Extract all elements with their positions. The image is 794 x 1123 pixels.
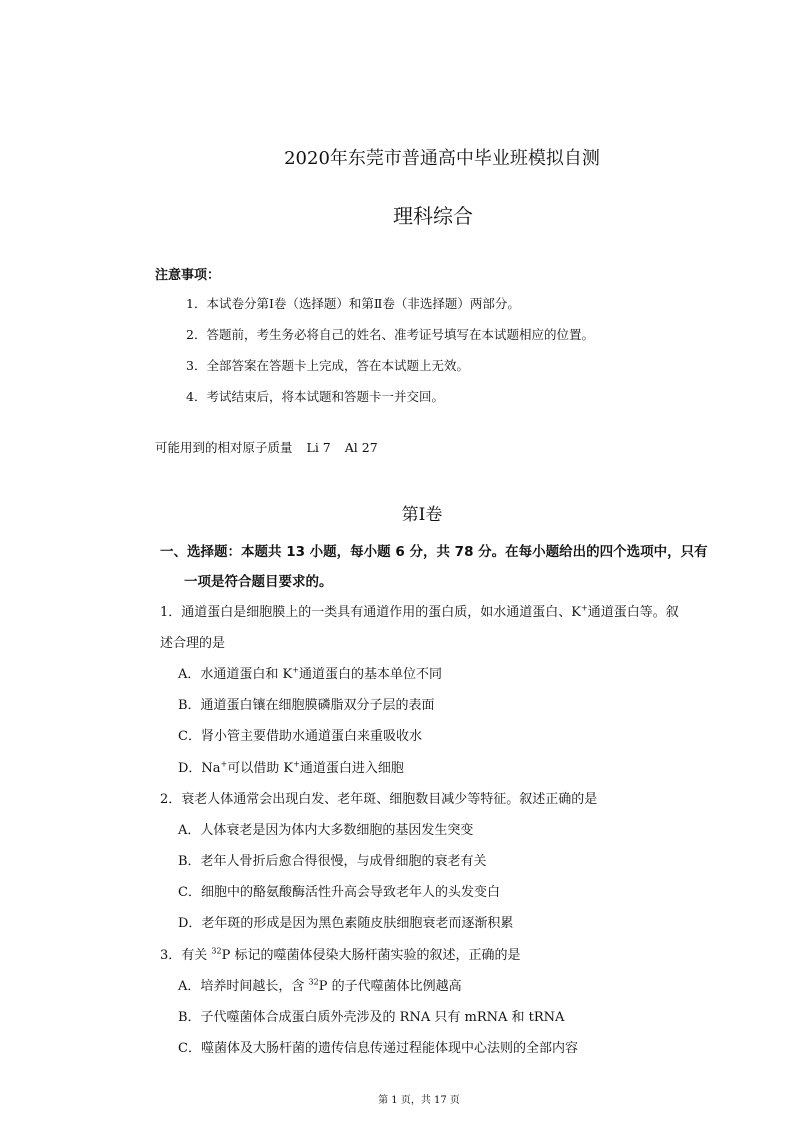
question-1-option-b: B．通道蛋白镶在细胞膜磷脂双分子层的表面 bbox=[178, 698, 435, 713]
notice-item: 1．本试卷分第Ⅰ卷（选择题）和第Ⅱ卷（非选择题）两部分。 bbox=[186, 296, 520, 311]
question-3-option-c: C．噬菌体及大肠杆菌的遗传信息传递过程能体现中心法则的全部内容 bbox=[178, 1041, 578, 1056]
q3-stem-text: P 标记的噬菌体侵染大肠杆菌实验的叙述，正确的是 bbox=[221, 948, 521, 963]
notice-item: 2．答题前，考生务必将自己的姓名、准考证号填写在本试题相应的位置。 bbox=[186, 327, 594, 342]
part-title: 第Ⅰ卷 bbox=[401, 505, 443, 525]
question-1-option-c: C．肾小管主要借助水通道蛋白来重吸收水 bbox=[178, 729, 422, 744]
question-1-stem-line2: 述合理的是 bbox=[160, 636, 226, 651]
section-heading-line1: 一、选择题：本题共 13 小题，每小题 6 分，共 78 分。在每小题给出的四个选项中，只有 bbox=[160, 544, 708, 560]
q1-option-d-text: D．Na bbox=[178, 761, 221, 776]
atomic-mass-label: 可能用到的相对原子质量 bbox=[155, 440, 293, 455]
question-2-option-c: C．细胞中的酪氨酸酶活性升高会导致老年人的头发变白 bbox=[178, 885, 500, 900]
atomic-mass-li: Li 7 bbox=[306, 440, 331, 455]
q3-option-a-text: P 的子代噬菌体比例越高 bbox=[318, 979, 462, 994]
q1-stem-text: 通道蛋白等。叙 bbox=[587, 605, 679, 620]
q1-option-d-text: 通道蛋白进入细胞 bbox=[299, 761, 404, 776]
q3-stem-sup: 32 bbox=[211, 946, 222, 956]
q1-option-d-sup: + bbox=[220, 759, 228, 769]
q1-stem-text: 1．通道蛋白是细胞膜上的一类具有通道作用的蛋白质，如水通道蛋白、K bbox=[160, 605, 581, 620]
question-2-stem: 2．衰老人体通常会出现白发、老年斑、细胞数目减少等特征。叙述正确的是 bbox=[160, 792, 598, 807]
question-2-option-b: B．老年人骨折后愈合得很慢，与成骨细胞的衰老有关 bbox=[178, 854, 487, 869]
q3-option-a-sup: 32 bbox=[308, 977, 319, 987]
question-1-option-a bbox=[178, 663, 442, 682]
q3-option-a-text: A．培养时间越长，含 bbox=[178, 979, 309, 994]
q1-stem-sup: + bbox=[580, 603, 588, 613]
q3-stem-text: 3．有关 bbox=[160, 948, 212, 963]
question-3-option-a bbox=[178, 975, 462, 994]
notice-heading: 注意事项： bbox=[155, 268, 221, 283]
section-heading-line2: 一项是符合题目要求的。 bbox=[184, 574, 333, 590]
page-footer: 第 1 页，共 17 页 bbox=[378, 1095, 460, 1106]
question-1-option-d bbox=[178, 757, 404, 776]
q1-option-a-sup: + bbox=[292, 665, 299, 675]
question-2-option-a: A．人体衰老是因为体内大多数细胞的基因发生突变 bbox=[178, 823, 474, 838]
question-3-stem bbox=[160, 944, 520, 963]
question-3-option-b: B．子代噬菌体合成蛋白质外壳涉及的 RNA 只有 mRNA 和 tRNA bbox=[178, 1010, 565, 1025]
question-1-stem-line1 bbox=[160, 601, 679, 620]
q1-option-d-sup: + bbox=[293, 759, 300, 769]
question-2-option-d: D．老年斑的形成是因为黑色素随皮肤细胞衰老而逐渐积累 bbox=[178, 916, 514, 931]
exam-title: 2020年东莞市普通高中毕业班模拟自测 bbox=[284, 148, 600, 169]
q1-option-d-text: 可以借助 K bbox=[227, 761, 294, 776]
notice-item: 3．全部答案在答题卡上完成，答在本试题上无效。 bbox=[186, 358, 469, 373]
atomic-mass-line bbox=[155, 438, 378, 456]
atomic-mass-al: Al 27 bbox=[344, 440, 378, 455]
notice-item: 4．考试结束后，将本试题和答题卡一并交回。 bbox=[186, 389, 444, 404]
q1-option-a-text: A．水通道蛋白和 K bbox=[178, 667, 293, 682]
exam-subtitle: 理科综合 bbox=[393, 204, 473, 228]
q1-option-a-text: 通道蛋白的基本单位不同 bbox=[298, 667, 442, 682]
